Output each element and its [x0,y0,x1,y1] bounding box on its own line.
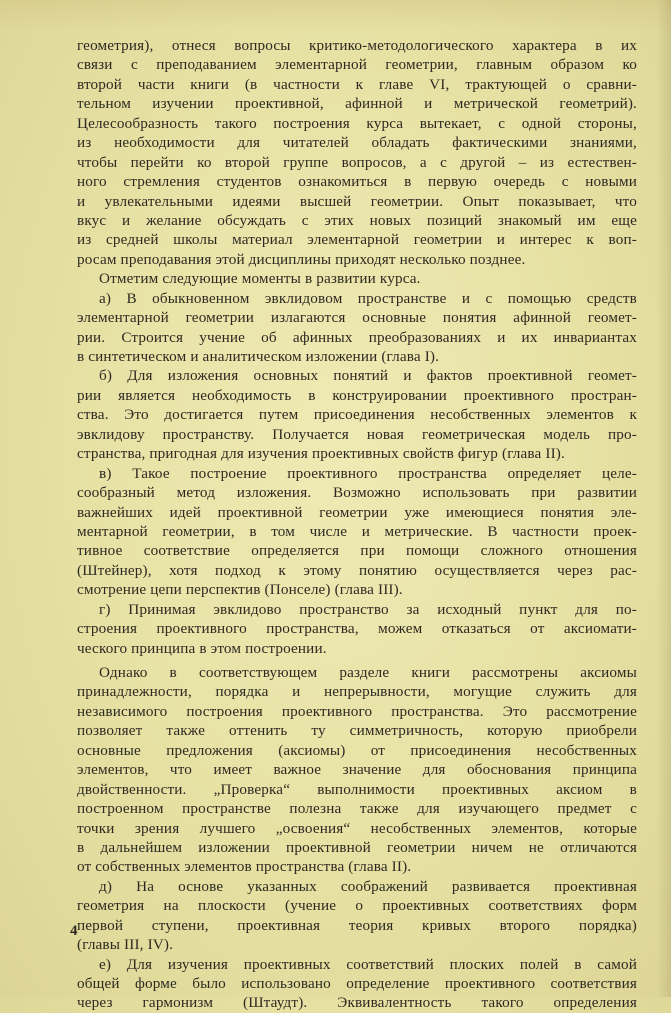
text-line: связи с преподаванием элементарной геометрии, главным образом ко [77,56,637,74]
text-line: из необходимости для читателей обладать фактическими знаниями, [77,134,637,152]
text-line: тивное соответствие определяется при помощи сложного отношения [77,542,637,560]
paragraph-item-b [77,366,637,463]
text-line: Целесообразность такого построения курса вытекает, с одной стороны, [77,114,637,132]
paragraph-moments-intro [77,269,637,288]
text-line: точки зрения лучшего „освоения“ несобственных элементов, которые [77,819,637,837]
paragraph-item-d [77,600,637,658]
text-line: (Штейнер), хотя подход к этому понятию осуществляется через рас- [77,561,637,579]
text-line: ческого принципа в этом построении. [77,639,327,657]
page-top-shading [0,0,671,30]
paragraph-axioms [77,663,637,877]
page-number: 4 [70,923,78,939]
text-line: (главы III, IV). [77,936,174,954]
text-line: странства, пригодная для изучения проективных свойств фигур (глава II). [77,445,565,463]
text-line: от собственных элементов пространства (глава II). [77,858,412,876]
text-line: геометрия), отнеся вопросы критико-методологического характера в их [77,37,637,54]
text-line: д) На основе указанных соображений развивается проективная [99,877,637,895]
text-line: Отметим следующие моменты в развитии курса. [99,270,421,288]
text-line: строения проективного пространства, можем отказаться от аксиомати- [77,620,637,638]
paragraph-item-c [77,464,637,600]
text-line: общей форме было использовано определение проективного соответствия [77,975,637,992]
text-line: б) Для изложения основных понятий и фактов проективной геомет- [99,367,637,385]
text-line: основные предложения (аксиомы) от присоединения несобственных [77,741,637,759]
text-line: из средней школы материал элементарной геометрии и интерес к воп- [77,231,637,249]
text-line: первой ступени, проективная теория кривых второго порядка) [77,916,637,934]
page-right-shading [657,0,671,997]
paragraph-intro-continued [77,36,637,269]
text-line: элементов, что имеет важное значение для обоснования принципа [77,761,637,779]
text-line: в дальнейшем изложении проективной геометрии ничем не отличаются [77,838,637,856]
text-line: позволяет также оттенить ту симметричность, которую приобрели [77,722,637,740]
text-line: независимого построения проективного пространства. Это рассмотрение [77,702,637,720]
text-line: ства. Это достигается путем присоединения несобственных элементов к [77,406,637,424]
text-line: вкус и желание обсуждать с этих новых позиций знакомый им еще [77,211,637,229]
text-line: второй части книги (в частности к главе VI, трактующей о сравни- [77,75,637,93]
text-line: двойственности. „Проверка“ выполнимости проективных аксиом в [77,780,637,798]
text-line: геометрия на плоскости (учение о проективных соответствиях форм [77,897,637,915]
text-line: а) В обыкновенном эвклидовом пространстве и с помощью средств [99,289,637,307]
text-line: г) Принимая эвклидово пространство за исходный пункт для по- [99,600,637,618]
text-line: в) Такое построение проективного пространства определяет целе- [99,464,637,482]
text-line: сообразный метод изложения. Возможно использовать при развитии [77,484,637,502]
text-line: элементарной геометрии излагаются основные понятия афинной геомет- [77,309,637,327]
text-line: рии. Строится учение об афинных преобразованиях и их инвариантах [77,328,637,346]
text-line: ного стремления студентов ознакомиться в первую очередь с новыми [77,173,637,191]
text-line: е) Для изучения проективных соответствий плоских полей в самой [99,955,637,973]
text-line: построенном пространстве полезна также для изучающего предмет с [77,800,637,818]
text-line: смотрение цепи перспектив (Понселе) (глава III). [77,581,403,599]
text-line: рии является необходимость в конструировании проективного простран- [77,386,637,404]
text-line: ментарной геометрии, в том числе и метрические. В частности проек- [77,522,637,540]
text-line: в синтетическом и аналитическом изложении (глава I). [77,348,440,365]
text-line: эвклидову пространству. Получается новая геометрическая модель про- [77,425,637,443]
paragraph-item-f [77,955,637,1013]
document-body [77,36,637,1013]
paragraph-item-a [77,289,637,367]
text-line: важнейших идей проективной геометрии уже имеющиеся понятия эле- [77,503,637,521]
text-line: чтобы перейти ко второй группе вопросов, а с другой – из естествен- [77,153,637,171]
text-line: росам преподавания этой дисциплины приходят несколько позднее. [77,250,526,268]
text-line: Однако в соответствующем разделе книги рассмотрены аксиомы [99,664,637,681]
paragraph-item-e [77,877,637,955]
text-line: тельном изучении проективной, афинной и метрической геометрий). [77,95,637,113]
text-line: и увлекательными идеями высшей геометрии. Опыт показывает, что [77,192,637,210]
text-line: принадлежности, порядка и непрерывности, могущие служить для [77,683,637,701]
text-line: через гармонизм (Штаудт). Эквивалентность такого определения [77,994,637,1012]
